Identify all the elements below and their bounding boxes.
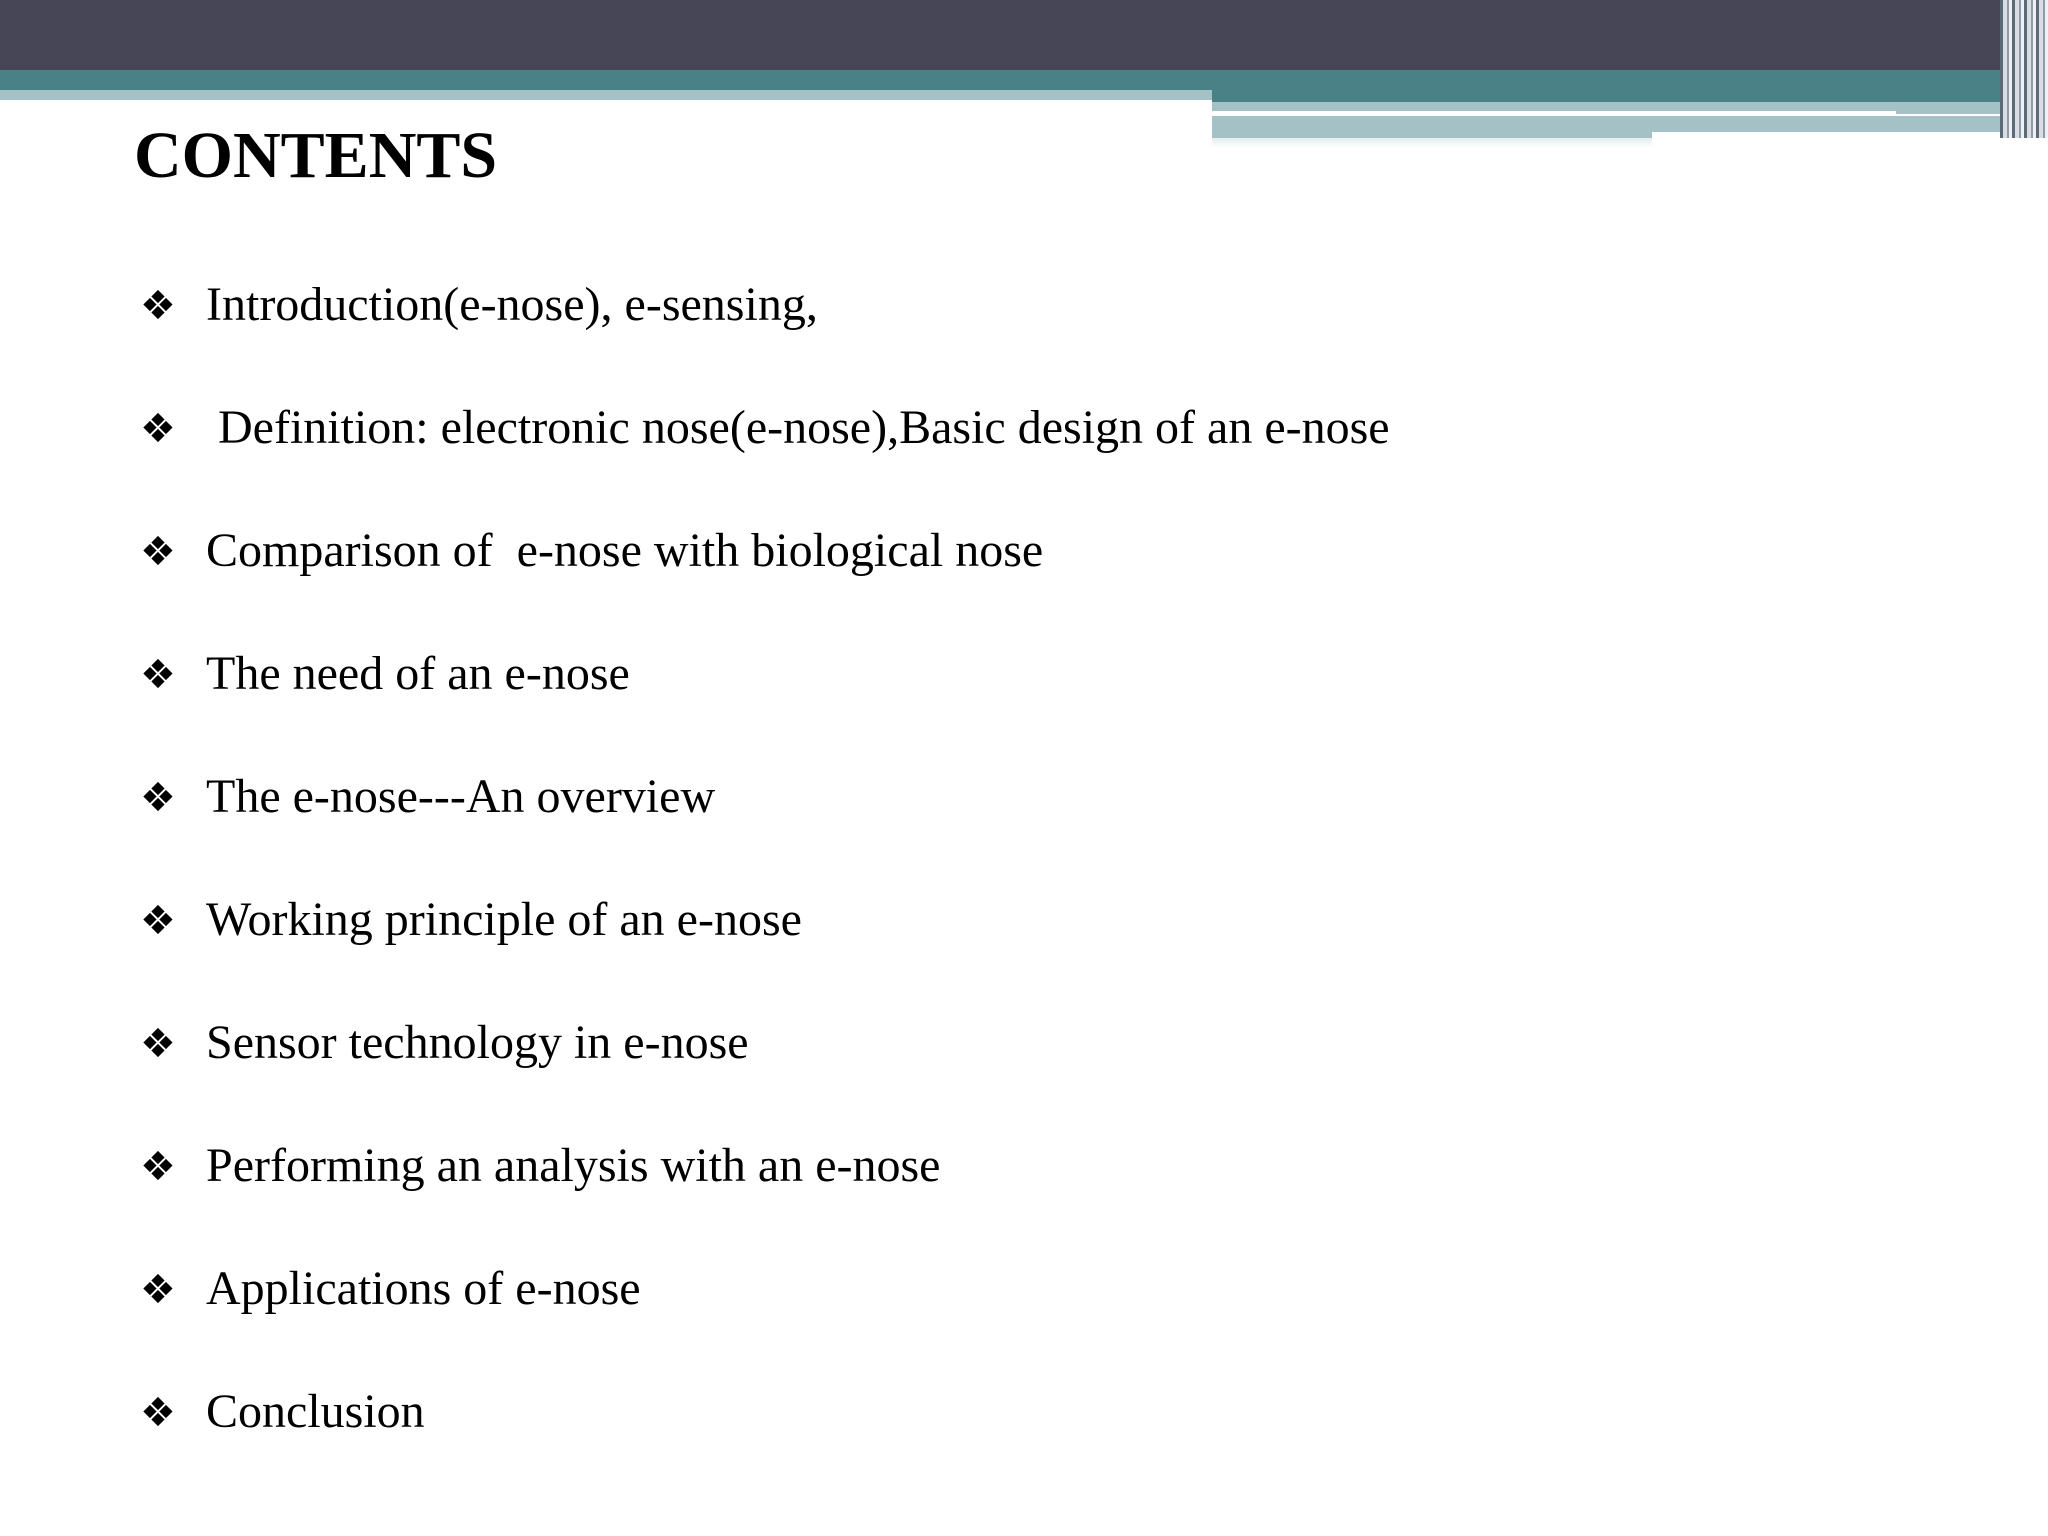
four-diamond-bullet-icon: ❖ (140, 651, 176, 698)
header-band-dark (0, 0, 2048, 70)
four-diamond-bullet-icon: ❖ (140, 774, 176, 821)
list-item (140, 1351, 1390, 1474)
slide-title: CONTENTS (134, 119, 498, 192)
four-diamond-bullet-icon: ❖ (140, 1020, 176, 1067)
four-diamond-bullet-icon: ❖ (140, 1389, 176, 1436)
list-item-label: Working principle of an e-nose (206, 893, 802, 947)
contents-list (140, 244, 1390, 1474)
list-item (140, 490, 1390, 613)
list-item (140, 982, 1390, 1105)
list-item-label: The e-nose---An overview (206, 770, 716, 824)
four-diamond-bullet-icon: ❖ (140, 528, 176, 575)
list-item (140, 613, 1390, 736)
list-item-label: Sensor technology in e-nose (206, 1016, 749, 1070)
list-item (140, 859, 1390, 982)
header-edge-stripes (2000, 0, 2048, 138)
four-diamond-bullet-icon: ❖ (140, 405, 176, 452)
list-item-label: Conclusion (206, 1385, 425, 1439)
list-item-label: Definition: electronic nose(e-nose),Basic design of an e-nose (206, 401, 1390, 455)
four-diamond-bullet-icon: ❖ (140, 897, 176, 944)
header-band-teal (0, 70, 2048, 90)
four-diamond-bullet-icon: ❖ (140, 282, 176, 329)
list-item (140, 1228, 1390, 1351)
header-band-light-left (0, 90, 1212, 100)
list-item-label: Performing an analysis with an e-nose (206, 1139, 941, 1193)
four-diamond-bullet-icon: ❖ (140, 1266, 176, 1313)
header-band-light-lower-right (1652, 116, 2012, 132)
list-item-label: The need of an e-nose (206, 647, 630, 701)
header-band-fade (1212, 138, 1652, 148)
list-item (140, 244, 1390, 367)
list-item (140, 1105, 1390, 1228)
header-band-light-lower (1212, 116, 1652, 138)
list-item (140, 367, 1390, 490)
list-item-label: Introduction(e-nose), e-sensing, (206, 278, 818, 332)
header-band-teal-right (1212, 90, 2048, 102)
list-item-label: Comparison of e-nose with biological nose (206, 524, 1044, 578)
four-diamond-bullet-icon: ❖ (140, 1143, 176, 1190)
list-item-label: Applications of e-nose (206, 1262, 641, 1316)
list-item (140, 736, 1390, 859)
